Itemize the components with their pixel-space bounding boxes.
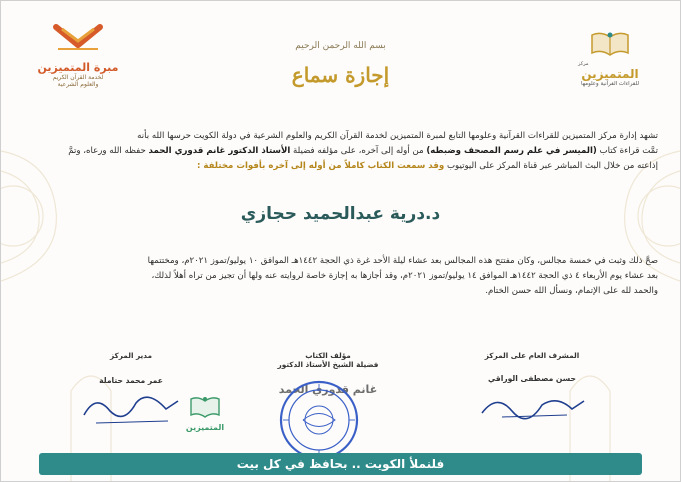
- book-title: (الميسر في علم رسم المصحف وضبطه): [426, 146, 597, 156]
- intro-line2: [23, 144, 658, 159]
- completion-statement: وقد سمعت الكتاب كاملاً من أوله إلى آخره بأفوات مختلفة :: [196, 161, 445, 171]
- paragraph-intro: [23, 129, 658, 174]
- footer-slogan-banner: [39, 453, 642, 475]
- footer-slogan: فلنملأ الكويت .. بحافظ في كل بيت: [236, 457, 445, 471]
- mabarra-title: مبرة المتميزين: [37, 61, 119, 74]
- center-title: المتميزين: [581, 67, 639, 81]
- intro-line3-text-a: إذاعته من خلال البث المباشر عبر قناة المركز على اليوتيوب: [444, 161, 658, 171]
- center-small-label: مركز: [578, 61, 589, 67]
- center-logo-title: المتميزين: [185, 423, 225, 432]
- author-signature-name: غانم قدوري الحمد: [278, 383, 378, 396]
- mabarra-line2: والعلوم الشرعية: [57, 81, 99, 88]
- basmala: بسم الله الرحمن الرحيم: [295, 41, 386, 51]
- signature-director: [76, 351, 186, 431]
- center-logo-icon: [188, 395, 222, 419]
- supervisor-name: حسن مصطفى الوراقي: [488, 374, 576, 383]
- intro-line1: تشهد إدارة مركز المتميزين للقراءات القرآنية وعلومها التابع لمبرة المتميزين لخدمة القرآن الكريم والعلوم الشرعية في دولة الكويت حرسها الله بأنه: [137, 131, 658, 141]
- details-line3: والحمد لله على الإتمام، ونسأل الله حسن الختام.: [485, 286, 658, 296]
- center-line1: للقراءات القرآنية وعلومها: [580, 81, 640, 87]
- mabarra-line1: لخدمة القرآن الكريم: [52, 74, 104, 81]
- author-title: فضيلة الشيخ الأستاذ الدكتور: [277, 360, 379, 369]
- paragraph-details: [23, 254, 658, 299]
- intro-line2-text-a: تمَّت قراءة كتاب: [596, 146, 658, 156]
- author-name: الأستاذ الدكتور غانم قدوري الحمد: [148, 146, 291, 156]
- official-stamp-icon: [278, 379, 360, 461]
- details-line2: بعد عشاء يوم الأربعاء ٤ ذي الحجة ١٤٤٢هـ الموافق ١٤ يوليو/تموز ٢٠٢١م، وقد أجازها به إجازة خاصة لروايته عنه ولها أن تجيز من تراه أهلاً لذلك،: [151, 271, 658, 281]
- director-signature-icon: [76, 385, 186, 429]
- intro-line2-text-c: حفظه الله ورعاه، وتمَّ: [68, 146, 149, 156]
- author-role: مؤلف الكتاب: [305, 351, 351, 360]
- supervisor-signature-icon: [472, 383, 592, 423]
- intro-line3: [23, 159, 658, 174]
- signature-supervisor: [467, 351, 597, 425]
- director-role: مدير المركز: [109, 351, 152, 360]
- director-name: عمر محمد حتاملة: [99, 376, 163, 385]
- center-logo-small: [179, 395, 231, 432]
- details-line1: صحَّ ذلك وثبت في خمسة مجالس، وكان مفتتح هذه المجالس بعد عشاء ليلة الأحد غرة ذي الحجة ١٤٤٢هـ الموافق ١٠ يوليو/تموز ٢٠٢١م، ومختتمها: [147, 256, 658, 266]
- intro-line2-text-b: من أوله إلى آخره، على مؤلفه فضيلة: [290, 146, 427, 156]
- student-name: د.درية عبدالحميد حجازي: [240, 204, 441, 224]
- mabarra-logo-icon: [48, 23, 108, 57]
- supervisor-role: المشرف العام على المركز: [484, 351, 580, 360]
- certificate-title: إجازة سماع: [291, 63, 390, 87]
